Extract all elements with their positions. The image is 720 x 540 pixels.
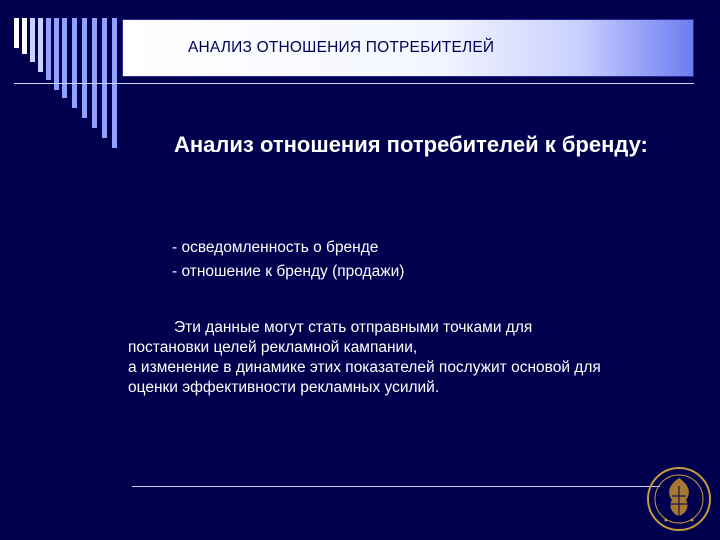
bullet-item: - осведомленность о бренде	[172, 239, 379, 256]
slide-heading: Анализ отношения потребителей к бренду:	[174, 132, 648, 157]
paragraph-line: а изменение в динамике этих показателей послужит основой для	[128, 359, 601, 376]
bullet-item: - отношение к бренду (продажи)	[172, 263, 405, 280]
paragraph-line: оценки эффективности рекламных усилий.	[128, 379, 440, 396]
university-seal-icon	[646, 466, 712, 532]
bottom-divider	[132, 486, 660, 487]
body-paragraph	[128, 318, 698, 398]
paragraph-line: Эти данные могут стать отправными точками для	[174, 319, 533, 336]
paragraph-line: постановки целей рекламной кампании,	[128, 339, 418, 356]
slide-title: АНАЛИЗ ОТНОШЕНИЯ ПОТРЕБИТЕЛЕЙ	[188, 39, 495, 56]
bullet-list	[172, 236, 404, 284]
decorative-bars	[14, 18, 124, 158]
top-divider	[14, 83, 694, 84]
